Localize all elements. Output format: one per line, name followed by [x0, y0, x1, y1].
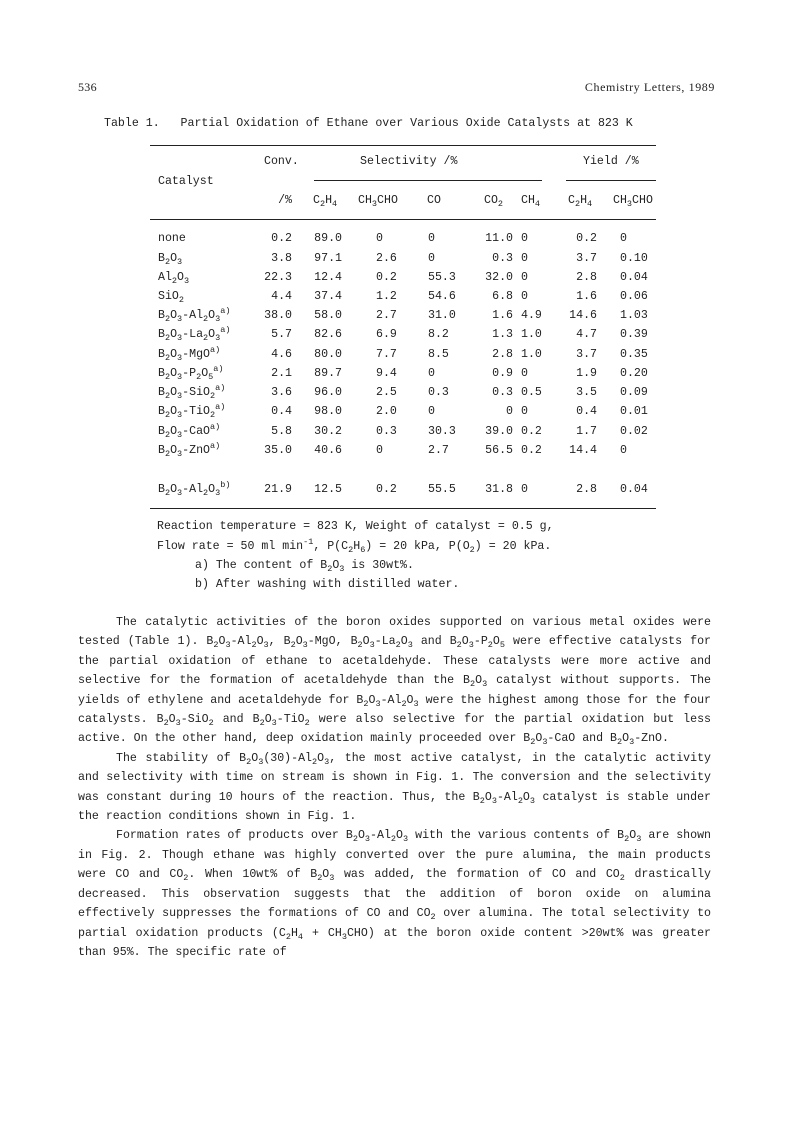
cell-conv: 21.9	[264, 483, 292, 496]
cell-y-ch3cho: 0.06	[620, 290, 648, 303]
cell-y-c2h4: 0.2	[576, 232, 597, 245]
cell-conv: 2.1	[271, 367, 292, 380]
page-number: 536	[78, 80, 97, 94]
col-co2: $CO_2$	[484, 194, 504, 209]
cell-y-ch3cho: 0.09	[620, 386, 648, 399]
catalyst-cell: $B_2O_3-TiO_2^{a)}$	[158, 402, 226, 420]
selectivity-header: Selectivity /%	[360, 155, 458, 168]
cell-co2: 2.8	[492, 348, 513, 361]
cell-y-c2h4: 1.9	[576, 367, 597, 380]
cell-c2h4: 40.6	[314, 444, 342, 457]
conv-header: Conv.	[264, 155, 299, 168]
note-conditions-1: Reaction temperature = 823 K, Weight of catalyst = 0.5 g,	[157, 520, 554, 533]
cell-c2h4: 30.2	[314, 425, 342, 438]
cell-co: 8.5	[428, 348, 449, 361]
cell-y-ch3cho: 0.04	[620, 271, 648, 284]
cell-c2h4: 80.0	[314, 348, 342, 361]
cell-ch4: 4.9	[521, 309, 542, 322]
cell-ch3cho: 0.3	[376, 425, 397, 438]
table-caption: Table 1. Partial Oxidation of Ethane over Various Oxide Catalysts at 823 K	[104, 117, 633, 130]
cell-co2: 0.3	[492, 252, 513, 265]
cell-c2h4: 89.0	[314, 232, 342, 245]
cell-conv: 0.2	[271, 232, 292, 245]
journal-running-head: Chemistry Letters, 1989	[584, 80, 715, 94]
cell-ch3cho: 9.4	[376, 367, 397, 380]
cell-y-ch3cho: 0.39	[620, 328, 648, 341]
cell-y-ch3cho: 0.35	[620, 348, 648, 361]
cell-y-c2h4: 2.8	[576, 271, 597, 284]
cell-conv: 3.6	[271, 386, 292, 399]
catalyst-cell: $B_2O_3-CaO^{a)}$	[158, 422, 221, 440]
cell-ch3cho: 6.9	[376, 328, 397, 341]
cell-y-ch3cho: 0	[620, 232, 627, 245]
cell-ch4: 1.0	[521, 328, 542, 341]
note-b: b) After washing with distilled water.	[195, 578, 460, 591]
cell-co: 0.3	[428, 386, 449, 399]
conv-unit: /%	[278, 194, 292, 207]
table-header-rule	[150, 219, 656, 220]
cell-y-ch3cho: 0	[620, 444, 627, 457]
cell-co2: 31.8	[485, 483, 513, 496]
cell-co: 55.5	[428, 483, 456, 496]
cell-c2h4: 82.6	[314, 328, 342, 341]
cell-co2: 0.9	[492, 367, 513, 380]
cell-co: 0	[428, 405, 435, 418]
table-bottom-rule	[150, 508, 656, 509]
cell-y-c2h4: 0.4	[576, 405, 597, 418]
cell-ch3cho: 0	[376, 444, 383, 457]
note-conditions-2: Flow rate = 50 ml $\min^{-1}$, $P(C_2H_6) = 20$ kPa, $P(O_2) = 20$ kPa.	[157, 537, 552, 555]
cell-ch3cho: 0.2	[376, 271, 397, 284]
cell-c2h4: 97.1	[314, 252, 342, 265]
col-yield-ch3cho: $CH_3CHO$	[613, 194, 653, 209]
table-top-rule	[150, 145, 656, 146]
cell-c2h4: 58.0	[314, 309, 342, 322]
cell-conv: 38.0	[264, 309, 292, 322]
cell-ch4: 0	[521, 405, 528, 418]
cell-conv: 5.8	[271, 425, 292, 438]
cell-ch4: 0	[521, 367, 528, 380]
cell-y-c2h4: 14.6	[569, 309, 597, 322]
catalyst-cell: none	[158, 232, 186, 245]
cell-conv: 4.6	[271, 348, 292, 361]
cell-ch4: 0	[521, 483, 528, 496]
cell-co: 0	[428, 232, 435, 245]
cell-co: 30.3	[428, 425, 456, 438]
cell-ch4: 1.0	[521, 348, 542, 361]
col-ch4: $CH_4$	[521, 194, 541, 209]
paragraph-2: The stability of $B_2O_3(30)-Al_2O_3$, the most active catalyst, in the catalytic activity and selectivity with time on stream is shown in Fig. 1. The conversion and the selectivity was constant during 10 hours of the reaction. Thus, the $B_2O_3-Al_2O_3$ catalyst is stable under the reaction conditions shown in Fig. 1.	[78, 751, 712, 824]
cell-conv: 22.3	[264, 271, 292, 284]
cell-y-c2h4: 4.7	[576, 328, 597, 341]
cell-conv: 0.4	[271, 405, 292, 418]
cell-y-ch3cho: 0.01	[620, 405, 648, 418]
cell-co2: 39.0	[485, 425, 513, 438]
cell-co: 31.0	[428, 309, 456, 322]
paragraph-3: Formation rates of products over $B_2O_3-Al_2O_3$ with the various contents of $B_2O_3$ are shown in Fig. 2. Though ethane was highly converted over the pure alumina, the main products were CO and $CO_2$. When 10wt% of $B_2O_3$ was added, the formation of CO and $CO_2$ drastically decreased. This observation suggests that the addition of boron oxide on alumina effectively suppresses the formations of CO and $CO_2$ over alumina. The total selectivity to partial oxidation products $(C_2H_4 + CH_3CHO)$ at the boron oxide content >20wt% was greater than 95%. The specific rate of	[78, 829, 711, 959]
catalyst-cell: SiO$_2$	[158, 290, 184, 305]
cell-y-c2h4: 14.4	[569, 444, 597, 457]
cell-ch4: 0.5	[521, 386, 542, 399]
catalyst-cell: $B_2O_3-SiO_2^{a)}$	[158, 383, 226, 401]
cell-co2: 1.6	[492, 309, 513, 322]
cell-y-c2h4: 3.7	[576, 348, 597, 361]
col-c2h4: $C_2H_4$	[313, 194, 338, 209]
cell-co2: 1.3	[492, 328, 513, 341]
cell-c2h4: 12.5	[314, 483, 342, 496]
paragraph-1: The catalytic activities of the boron oxides supported on various metal oxides were tested (Table 1). $B_2O_3-Al_2O_3$, $B_2O_3$-MgO, $B_2O_3-La_2O_3$ and $B_2O_3-P_2O_5$ were effective catalysts for the partial oxidation of ethane to acetaldehyde. These catalysts were more active and selective for the formation of acetaldehyde than the $B_2O_3$ catalyst without supports. The yields of ethylene and acetaldehyde for $B_2O_3-Al_2O_3$ were the highest among those for the four catalysts. $B_2O_3-SiO_2$ and $B_2O_3-TiO_2$ were also selective for the partial oxidation but less active. On the other hand, deep oxidation mainly proceeded over $B_2O_3$-CaO and $B_2O_3$-ZnO.	[78, 616, 711, 748]
cell-y-c2h4: 1.7	[576, 425, 597, 438]
col-yield-c2h4: $C_2H_4$	[568, 194, 593, 209]
cell-co: 8.2	[428, 328, 449, 341]
cell-ch3cho: 2.0	[376, 405, 397, 418]
body-text	[78, 613, 711, 962]
cell-ch3cho: 2.5	[376, 386, 397, 399]
cell-y-c2h4: 3.7	[576, 252, 597, 265]
catalyst-cell: $B_2O_3-MgO^{a)}$	[158, 345, 221, 363]
cell-ch3cho: 0	[376, 232, 383, 245]
catalyst-cell: $B_2O_3$	[158, 252, 183, 267]
cell-ch4: 0	[521, 252, 528, 265]
yield-subrule	[566, 180, 656, 181]
cell-conv: 3.8	[271, 252, 292, 265]
yield-header: Yield /%	[583, 155, 639, 168]
cell-co2: 56.5	[485, 444, 513, 457]
cell-ch4: 0.2	[521, 444, 542, 457]
catalyst-cell: $B_2O_3-Al_2O_3^{a)}$	[158, 306, 231, 324]
cell-conv: 4.4	[271, 290, 292, 303]
cell-co: 55.3	[428, 271, 456, 284]
cell-co2: 6.8	[492, 290, 513, 303]
catalyst-cell: $B_2O_3-Al_2O_3^{b)}$	[158, 480, 231, 498]
cell-y-ch3cho: 0.04	[620, 483, 648, 496]
cell-c2h4: 89.7	[314, 367, 342, 380]
cell-y-c2h4: 2.8	[576, 483, 597, 496]
cell-co2: 32.0	[485, 271, 513, 284]
cell-c2h4: 37.4	[314, 290, 342, 303]
cell-y-ch3cho: 1.03	[620, 309, 648, 322]
cell-y-ch3cho: 0.10	[620, 252, 648, 265]
cell-co2: 11.0	[485, 232, 513, 245]
cell-y-c2h4: 3.5	[576, 386, 597, 399]
cell-co: 2.7	[428, 444, 449, 457]
cell-ch4: 0.2	[521, 425, 542, 438]
cell-ch4: 0	[521, 290, 528, 303]
cell-ch3cho: 1.2	[376, 290, 397, 303]
cell-ch4: 0	[521, 271, 528, 284]
col-co: CO	[427, 194, 441, 207]
cell-ch3cho: 0.2	[376, 483, 397, 496]
cell-ch3cho: 2.6	[376, 252, 397, 265]
cell-y-ch3cho: 0.20	[620, 367, 648, 380]
catalyst-header: Catalyst	[158, 175, 214, 188]
note-a: a) The content of $B_2O_3$ is 30wt%.	[195, 559, 414, 574]
cell-y-ch3cho: 0.02	[620, 425, 648, 438]
cell-co2: 0.3	[492, 386, 513, 399]
cell-co: 0	[428, 367, 435, 380]
catalyst-cell: $B_2O_3-ZnO^{a)}$	[158, 441, 221, 459]
catalyst-cell: $B_2O_3-La_2O_3^{a)}$	[158, 325, 231, 343]
catalyst-cell: $Al_2O_3$	[158, 271, 190, 286]
col-ch3cho: $CH_3CHO$	[358, 194, 398, 209]
cell-c2h4: 98.0	[314, 405, 342, 418]
selectivity-subrule	[314, 180, 542, 181]
cell-co2: 0	[506, 405, 513, 418]
cell-ch4: 0	[521, 232, 528, 245]
cell-c2h4: 96.0	[314, 386, 342, 399]
cell-co: 54.6	[428, 290, 456, 303]
cell-conv: 5.7	[271, 328, 292, 341]
catalyst-cell: $B_2O_3-P_2O_5^{a)}$	[158, 364, 224, 382]
cell-y-c2h4: 1.6	[576, 290, 597, 303]
cell-co: 0	[428, 252, 435, 265]
cell-ch3cho: 2.7	[376, 309, 397, 322]
cell-c2h4: 12.4	[314, 271, 342, 284]
cell-conv: 35.0	[264, 444, 292, 457]
cell-ch3cho: 7.7	[376, 348, 397, 361]
